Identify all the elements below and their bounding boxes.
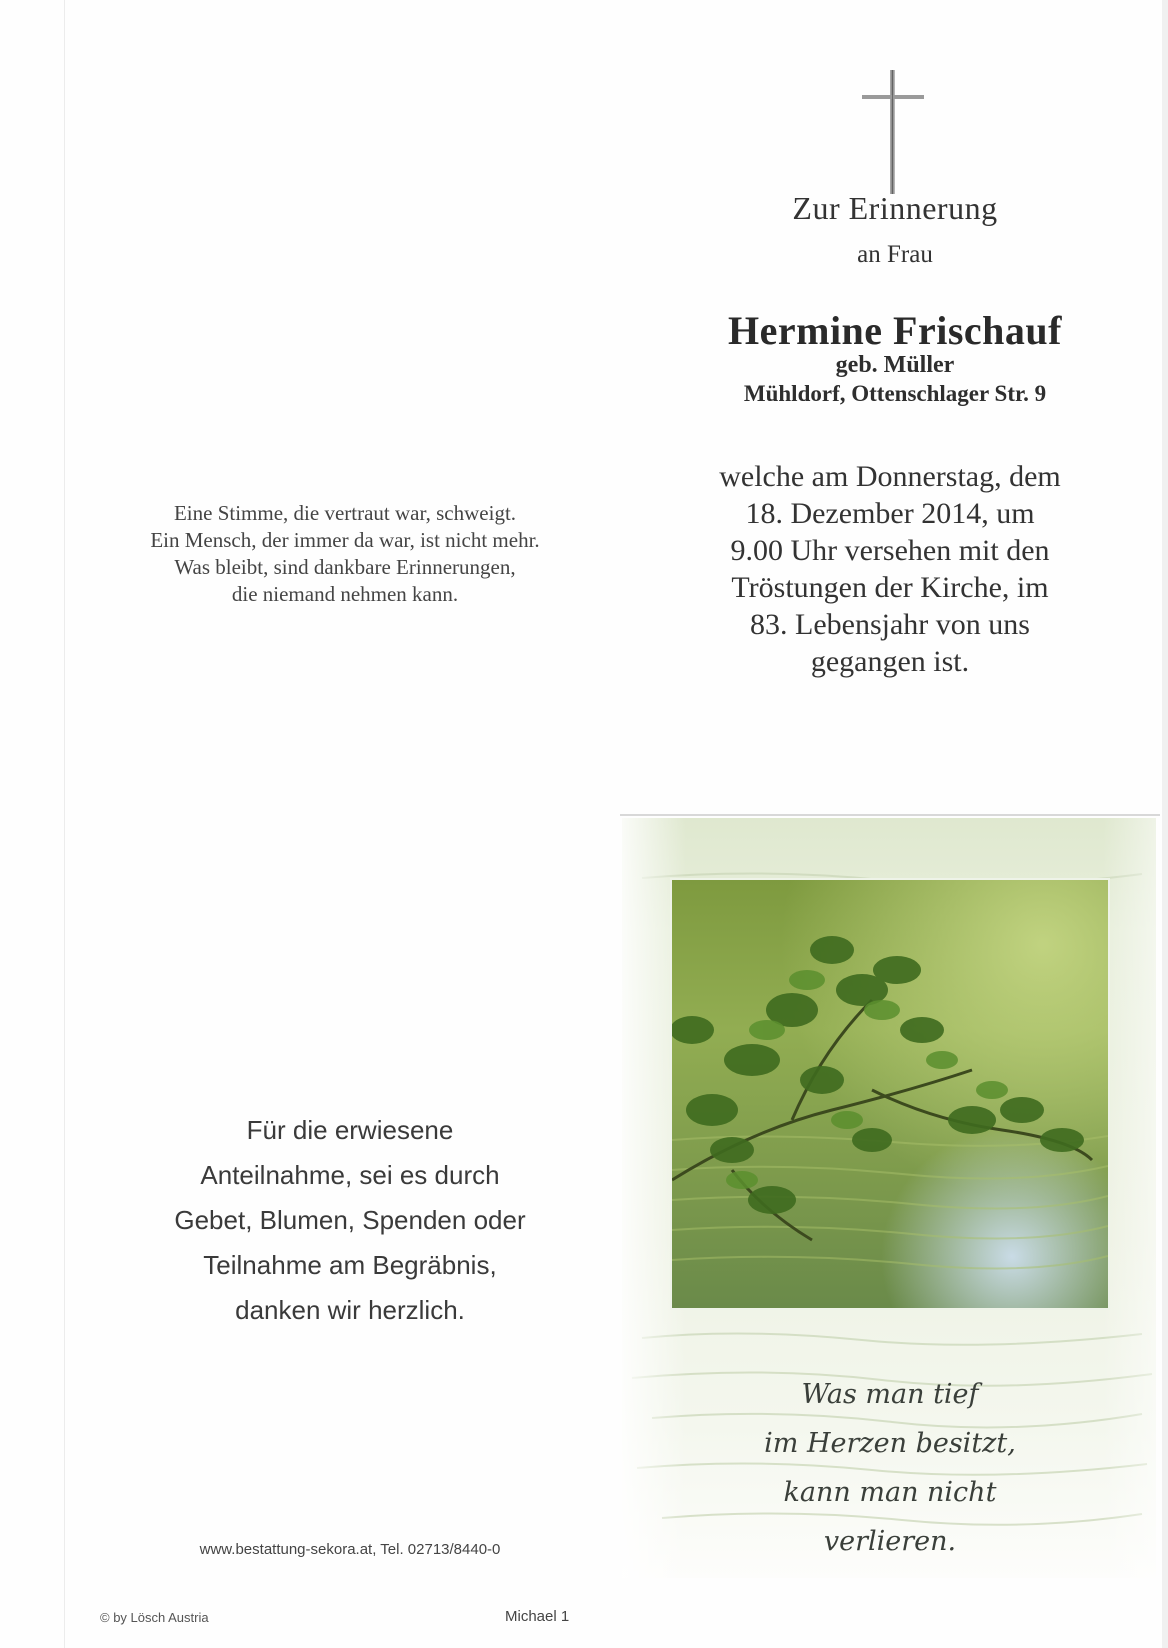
thanks-line: Teilnahme am Begräbnis, — [203, 1250, 497, 1280]
thanks-line: Für die erwiesene — [246, 1115, 454, 1145]
death-notice-line: 18. Dezember 2014, um — [745, 497, 1035, 530]
death-notice-line: 9.00 Uhr versehen mit den — [730, 534, 1050, 567]
address: Mühldorf, Ottenschlager Str. 9 — [743, 381, 1047, 406]
thanks-line: Gebet, Blumen, Spenden oder — [174, 1205, 526, 1235]
fold-line-vertical — [64, 0, 65, 1648]
death-notice — [680, 458, 1100, 680]
poem — [90, 500, 600, 608]
thanks-line: danken wir herzlich. — [235, 1295, 465, 1325]
nature-photo — [670, 878, 1110, 1310]
quote-line: im Herzen besitzt, — [764, 1428, 1016, 1459]
poem-line: Was bleibt, sind dankbare Erinnerungen, — [174, 555, 516, 579]
quote-line: verlieren. — [823, 1526, 957, 1557]
quote-line: kann man nicht — [783, 1477, 997, 1508]
death-notice-line: gegangen ist. — [810, 645, 970, 678]
quote — [720, 1370, 1060, 1566]
thanks-text — [100, 1108, 600, 1333]
page-edge — [1162, 0, 1168, 1648]
death-notice-line: Tröstungen der Kirche, im — [731, 571, 1049, 604]
funeral-home-contact: www.bestattung-sekora.at, Tel. 02713/8440-0 — [199, 1541, 501, 1558]
death-notice-line: 83. Lebensjahr von uns — [750, 608, 1030, 641]
death-notice-line: welche am Donnerstag, dem — [719, 460, 1061, 493]
deceased-name: Hermine Frischauf — [728, 308, 1062, 353]
memorial-header — [650, 190, 1140, 407]
quote-line: Was man tief — [801, 1379, 979, 1410]
cross-icon — [862, 70, 924, 194]
maiden-name: geb. Müller — [835, 352, 955, 378]
copyright: © by Lösch Austria — [100, 1610, 209, 1625]
thanks-line: Anteilnahme, sei es durch — [200, 1160, 500, 1190]
poem-line: die niemand nehmen kann. — [231, 582, 459, 606]
poem-line: Eine Stimme, die vertraut war, schweigt. — [173, 501, 517, 525]
heading: Zur Erinnerung — [792, 190, 998, 226]
fold-line-horizontal — [620, 814, 1160, 816]
salutation: an Frau — [857, 241, 933, 268]
card-model: Michael 1 — [505, 1608, 570, 1625]
poem-line: Ein Mensch, der immer da war, ist nicht mehr. — [150, 528, 540, 552]
